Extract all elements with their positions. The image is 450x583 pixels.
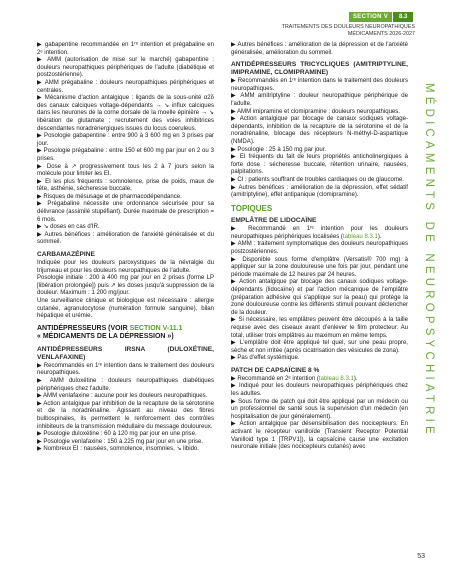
paragraph: ▶ Prégabaline nécessite une ordonnance sécurisée pour sa délivrance (assimilé stupéfiant). Durée maximale de prescription = 6 mois. — [37, 201, 214, 223]
paragraph: ▶ AMM venlafaxine : aucune pour les douleurs neuropathiques. — [37, 393, 208, 400]
paragraph: ▶ Indiqué pour les douleurs neuropathiques périphériques chez les adultes. — [231, 383, 408, 398]
paragraph: ▶ L'emplâtre doit être appliqué tel quel, sur une peau propre, sèche et non irritée (après cicatrisation des vésicules de zona). — [231, 340, 408, 354]
text: ). — [377, 233, 382, 240]
running-header-line1: TRAITEMENTS DES DOULEURS NEUROPATHIQUES — [281, 24, 415, 30]
paragraph: Indiquée pour les douleurs paroxystiques de la névralgie du trijumeau et pour les douleurs neuropathiques de l'adulte. — [37, 260, 214, 274]
paragraph: ▶ Recommandés en 1ʳᵉ intention dans le traitement des douleurs neuropathiques. — [37, 362, 214, 377]
paragraph: ▶ Risques de mésusage et de pharmacodépendance. — [37, 193, 182, 200]
text: ). — [353, 375, 358, 382]
paragraph: ▶ Mécanisme d'action antalgique : ligands de la sous-unité α2δ des canaux calciques voltage-dépendants → ↘ influx calciques dans les neurones de la corne dorsale de la moelle épinière → ↘ libération de glutamate ; recrutement des voies inhibitrices descendantes noradrénergiques issues du locus coeruleus. — [37, 95, 214, 132]
paragraph: ▶ AMM duloxétine : douleurs neuropathiques diabétiques périphériques chez l'adulte. — [37, 377, 214, 392]
paragraph: ▶ Si nécessaire, les emplâtres peuvent être découpés à la taille requise avec des ciseaux avant d'enlever le film protecteur. Au total, utiliser trois emplâtres au maximum en même temps. — [231, 317, 408, 339]
paragraph: ▶ Autres bénéfices : amélioration de la dépression et de l'anxiété généralisée, amélioration du sommeil. — [231, 42, 408, 56]
paragraph: ▶ EI les plus fréquents : somnolence, prise de poids, maux de tête, asthénie, sécheresse buccale. — [37, 178, 214, 193]
paragraph: ▶ Action antalgique par désensibilisation des nocicepteurs. En activant le récepteur vanilloïde (Transient Receptor Potential Vanilloid type 1 [TRPV1]), la capsaïcine cause une excitation neuronale initiale (des nocicepteurs cutanés) avec — [231, 421, 408, 451]
paragraph: ▶ Action antalgique par blocage des canaux sodiques voltage-dépendants (lidocaïne) et par l'action mécanique de l'emplâtre (préparation adhésive qui s'applique sur la peau) qui protège la zone douloureuse contre les différents stimuli pouvant déclencher de la douleur. — [231, 279, 408, 316]
paragraph: ▶ Posologie : 25 à 150 mg par jour. — [231, 146, 327, 153]
section-number: 8.3 — [393, 12, 413, 22]
paragraph: ▶ Autres bénéfices : amélioration de l'anxiété généralisée et du sommeil. — [37, 231, 214, 246]
paragraph: ▶ Sous forme de patch qui doit être appliqué par un médecin ou un professionnel de santé sous la supervision d'un médecin (en hospitalisation de jour généralement). — [231, 398, 408, 420]
table-link[interactable]: tableau 8.3.1 — [342, 233, 378, 240]
heading-lidocaine: EMPLÂTRE DE LIDOCAÏNE — [231, 217, 317, 225]
paragraph: ▶ Autres bénéfices : amélioration de la dépression, effet sédatif (amitriptyline), effet antipanique (clomipramine). — [231, 184, 408, 199]
paragraph: ▶ Posologie duloxétine : 60 à 120 mg par jour en une prise. — [37, 431, 197, 438]
paragraph: ▶ CI : patients souffrant de troubles cardiaques ou de glaucome. — [231, 176, 404, 183]
left-column — [37, 42, 214, 454]
paragraph: Une surveillance clinique et biologique est nécessaire : allergie cutanée, agranulocytose (numération formule sanguine), bilan hépatique et urémie. — [37, 298, 214, 320]
heading-tricycliques: ANTIDÉPRESSEURS TRICYCLIQUES (AMITRIPTYLINE, IMIPRAMINE, CLOMIPRAMINE) — [231, 61, 408, 77]
paragraph: Posologie initiale : 200 à 400 mg par jour en 2 prises (forme LP [libération prolongée]) puis ↗ les doses jusqu'à suppression de la douleur. Maximum : 1 200 mg/jour. — [37, 275, 214, 297]
heading-topiques: TOPIQUES — [231, 203, 273, 213]
text: ▶ Recommandé en 2ᵉ intention ( — [231, 375, 319, 382]
paragraph: ▶ AMM amitriptyline : douleur neuropathique périphérique de l'adulte. — [231, 93, 408, 107]
paragraph: ▶ Dose à ↗ progressivement tous les 2 à 7 jours selon la molécule pour limiter les EI. — [37, 163, 214, 178]
section-tab — [349, 12, 413, 22]
paragraph: ▶ EI fréquents du fait de leurs propriétés anticholinergiques à forte dose : sécheresse buccale, rétention urinaire, nausées, palpitations. — [231, 154, 408, 176]
paragraph: ▶ AMM : traitement symptomatique des douleurs neuropathiques postzostériennes. — [231, 241, 408, 255]
heading-antidepresseurs — [37, 325, 214, 342]
text: ▶ Recommandé en 1ʳᵉ intention pour les douleurs neuropathiques périphériques localisées ( — [231, 226, 408, 240]
side-title: MÉDICAMENTS DE NEUROPSYCHIATRIE — [423, 83, 435, 438]
page-number: 53 — [417, 553, 425, 560]
paragraph: ▶ gabapentine recommandée en 1ʳᵉ intention et prégabaline en 2ᵉ intention. — [37, 42, 214, 56]
running-header — [282, 24, 415, 38]
paragraph: ▶ Nombreux EI : nausées, somnolence, insomnies, ↘ libido. — [37, 446, 199, 453]
paragraph: ▶ AMM prégabaline : douleurs neuropathiques périphériques et centrales. — [37, 79, 214, 94]
paragraph: ▶ Posologie gabapentine : entre 900 à 3 600 mg en 3 prises par jour. — [37, 133, 214, 147]
paragraph: ▶ Posologie prégabaline : entre 150 et 600 mg par jour en 2 ou 3 prises. — [37, 148, 214, 162]
section-link[interactable]: SECTION V-11.1 — [129, 324, 183, 332]
paragraph: ▶ Posologie venlafaxine : 150 à 225 mg par jour en une prise. — [37, 438, 204, 445]
heading-irsna: ANTIDÉPRESSEURS IRSNA (DULOXÉTINE, VENLAFAXINE) — [37, 345, 214, 361]
heading-carbamazepine: CARBAMAZÉPINE — [37, 251, 95, 259]
paragraph: ▶ Disponible sous forme d'emplâtre (Versatis® 700 mg) à appliquer sur la zone douloureuse une fois par jour, pendant une période maximale de 12 heures par 24 heures. — [231, 256, 408, 278]
table-link[interactable]: tableau 8.3.1 — [318, 375, 354, 382]
right-column — [231, 42, 408, 452]
paragraph: ▶ Action antalgique par blocage de canaux sodiques voltage-dépendants, inhibition de la recapture de la sérotonine et de la noradrénaline, blocage des récepteurs N-méthyl-D-aspartique (NMDA). — [231, 116, 408, 145]
paragraph: ▶ AMM imipramine et clomipramine : douleurs neuropathiques. — [231, 108, 400, 115]
paragraph: ▶ ↘ doses en cas d'IR. — [37, 224, 100, 231]
paragraph — [231, 376, 408, 384]
heading-capsaicine: PATCH DE CAPSAÏCINE 8 % — [231, 366, 320, 374]
paragraph: ▶ Pas d'effet systémique. — [231, 355, 300, 362]
heading-part: « MÉDICAMENTS DE LA DÉPRESSION ») — [37, 333, 174, 341]
paragraph: ▶ Recommandés en 1ʳᵉ intention dans le traitement des douleurs neuropathiques. — [231, 78, 408, 92]
running-header-line2: MÉDICAMENTS 2026-2027 — [347, 31, 415, 37]
paragraph — [231, 226, 408, 241]
paragraph: ▶ Action antalgique par inhibition de la recapture de la sérotonine et de la noradrénaline. Agissant au niveau des fibres bulbospinales, ils permettent le renforcement des contrôles inhibiteurs de la transmission médullaire du message douloureux. — [37, 400, 214, 430]
section-label: SECTION V — [349, 12, 392, 22]
heading-part: ANTIDÉPRESSEURS (VOIR — [37, 324, 130, 332]
paragraph: ▶ AMM (autorisation de mise sur le marché) gabapentine : douleurs neuropathiques périphériques de l'adulte (diabétique et postzostérienne). — [37, 57, 214, 79]
